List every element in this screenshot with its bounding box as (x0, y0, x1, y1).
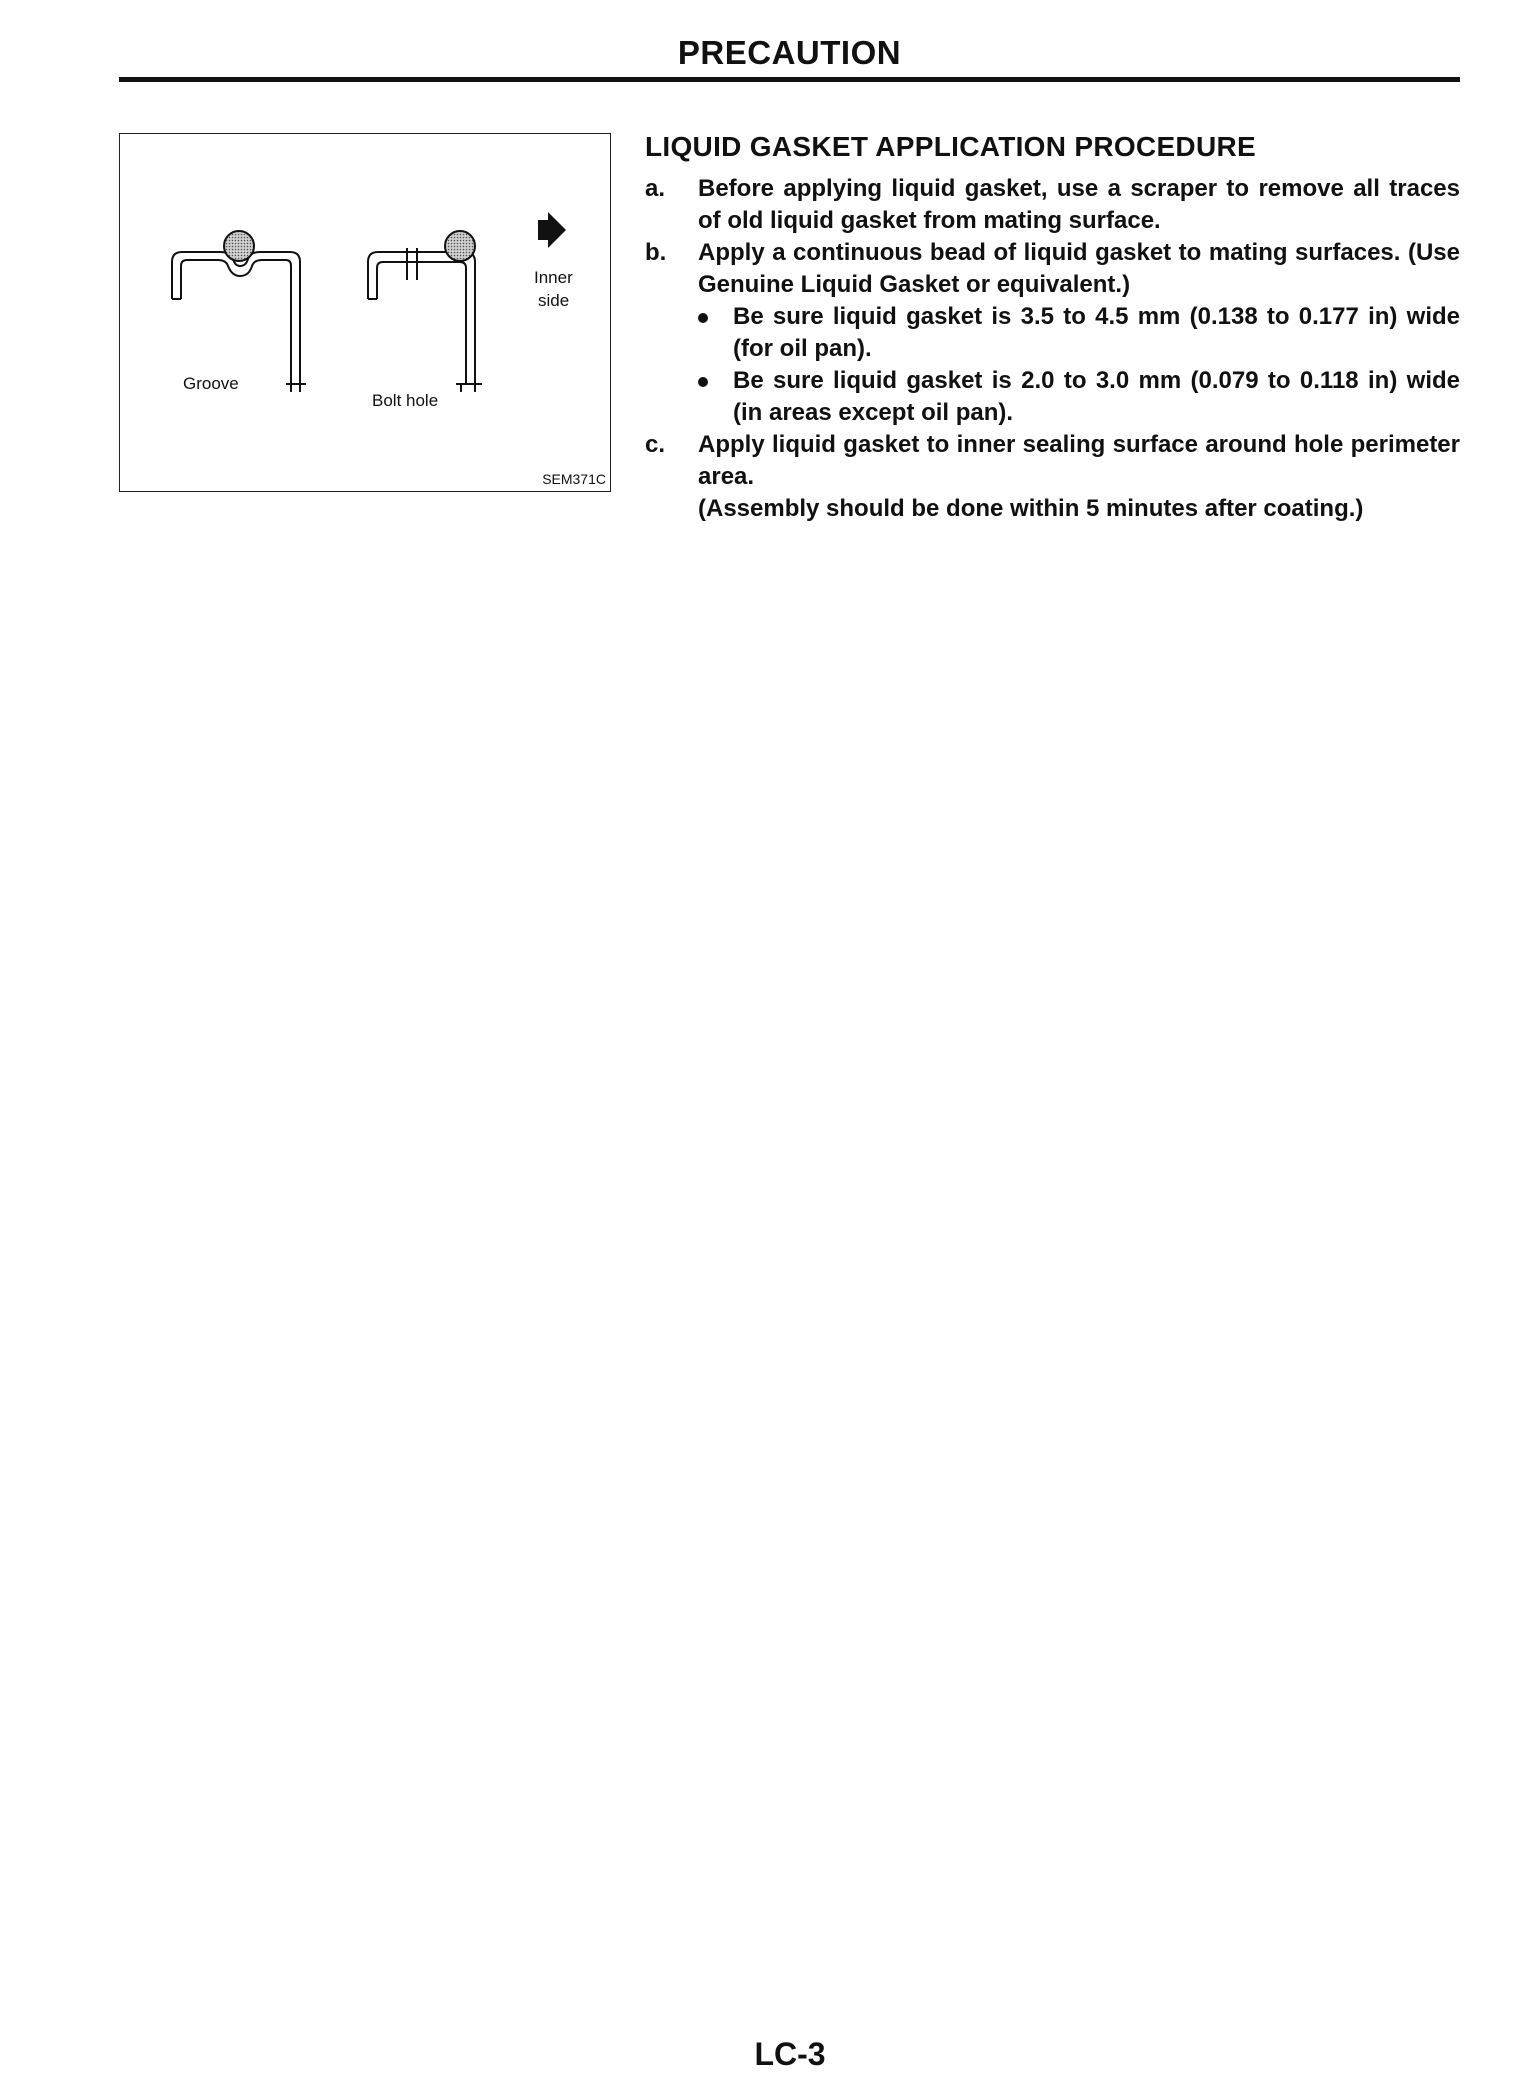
step-marker: c. (645, 431, 666, 458)
bullet-dot-icon (698, 377, 708, 387)
page-number: LC-3 (754, 2036, 826, 2072)
gasket-figure (119, 133, 611, 492)
section-heading: LIQUID GASKET APPLICATION PROCEDURE (645, 131, 1256, 162)
arrow-right-icon (538, 212, 566, 248)
header-rule (119, 77, 1460, 82)
step-b (645, 237, 1460, 301)
figure-code: SEM371C (542, 471, 606, 487)
step-c (645, 429, 1460, 493)
step-text: Apply a continuous bead of liquid gasket to mating surfaces. (Use Genuine Liquid Gasket or equivalent.) (698, 239, 1460, 298)
assembly-note: (Assembly should be done within 5 minutes after coating.) (698, 495, 1364, 522)
bullet-text: Be sure liquid gasket is 3.5 to 4.5 mm (0.138 to 0.177 in) wide (for oil pan). (733, 303, 1460, 362)
groove-label: Groove (183, 374, 239, 393)
bullet-item (645, 301, 1460, 365)
bullet-item (645, 365, 1460, 429)
bolt-hole-profile (368, 248, 482, 392)
step-marker: a. (645, 175, 666, 202)
groove-profile (172, 252, 306, 392)
step-a (645, 173, 1460, 237)
side-label: side (538, 291, 570, 310)
step-marker: b. (645, 239, 667, 266)
bead-ball-icon (224, 231, 254, 261)
page-header (119, 34, 1460, 84)
bead-ball-icon (445, 231, 475, 261)
step-text: Before applying liquid gasket, use a scraper to remove all traces of old liquid gasket from mating surface. (698, 175, 1460, 234)
inner-label: Inner (534, 268, 573, 287)
gasket-diagram (120, 134, 610, 490)
page-title: PRECAUTION (677, 34, 902, 71)
bolt-hole-label: Bolt hole (372, 391, 439, 410)
procedure-content (645, 131, 1460, 525)
bullet-text: Be sure liquid gasket is 2.0 to 3.0 mm (0.079 to 0.118 in) wide (in areas except oil pan). (733, 367, 1460, 426)
step-text: Apply liquid gasket to inner sealing surface around hole perimeter area. (698, 431, 1460, 490)
bullet-dot-icon (698, 313, 708, 323)
